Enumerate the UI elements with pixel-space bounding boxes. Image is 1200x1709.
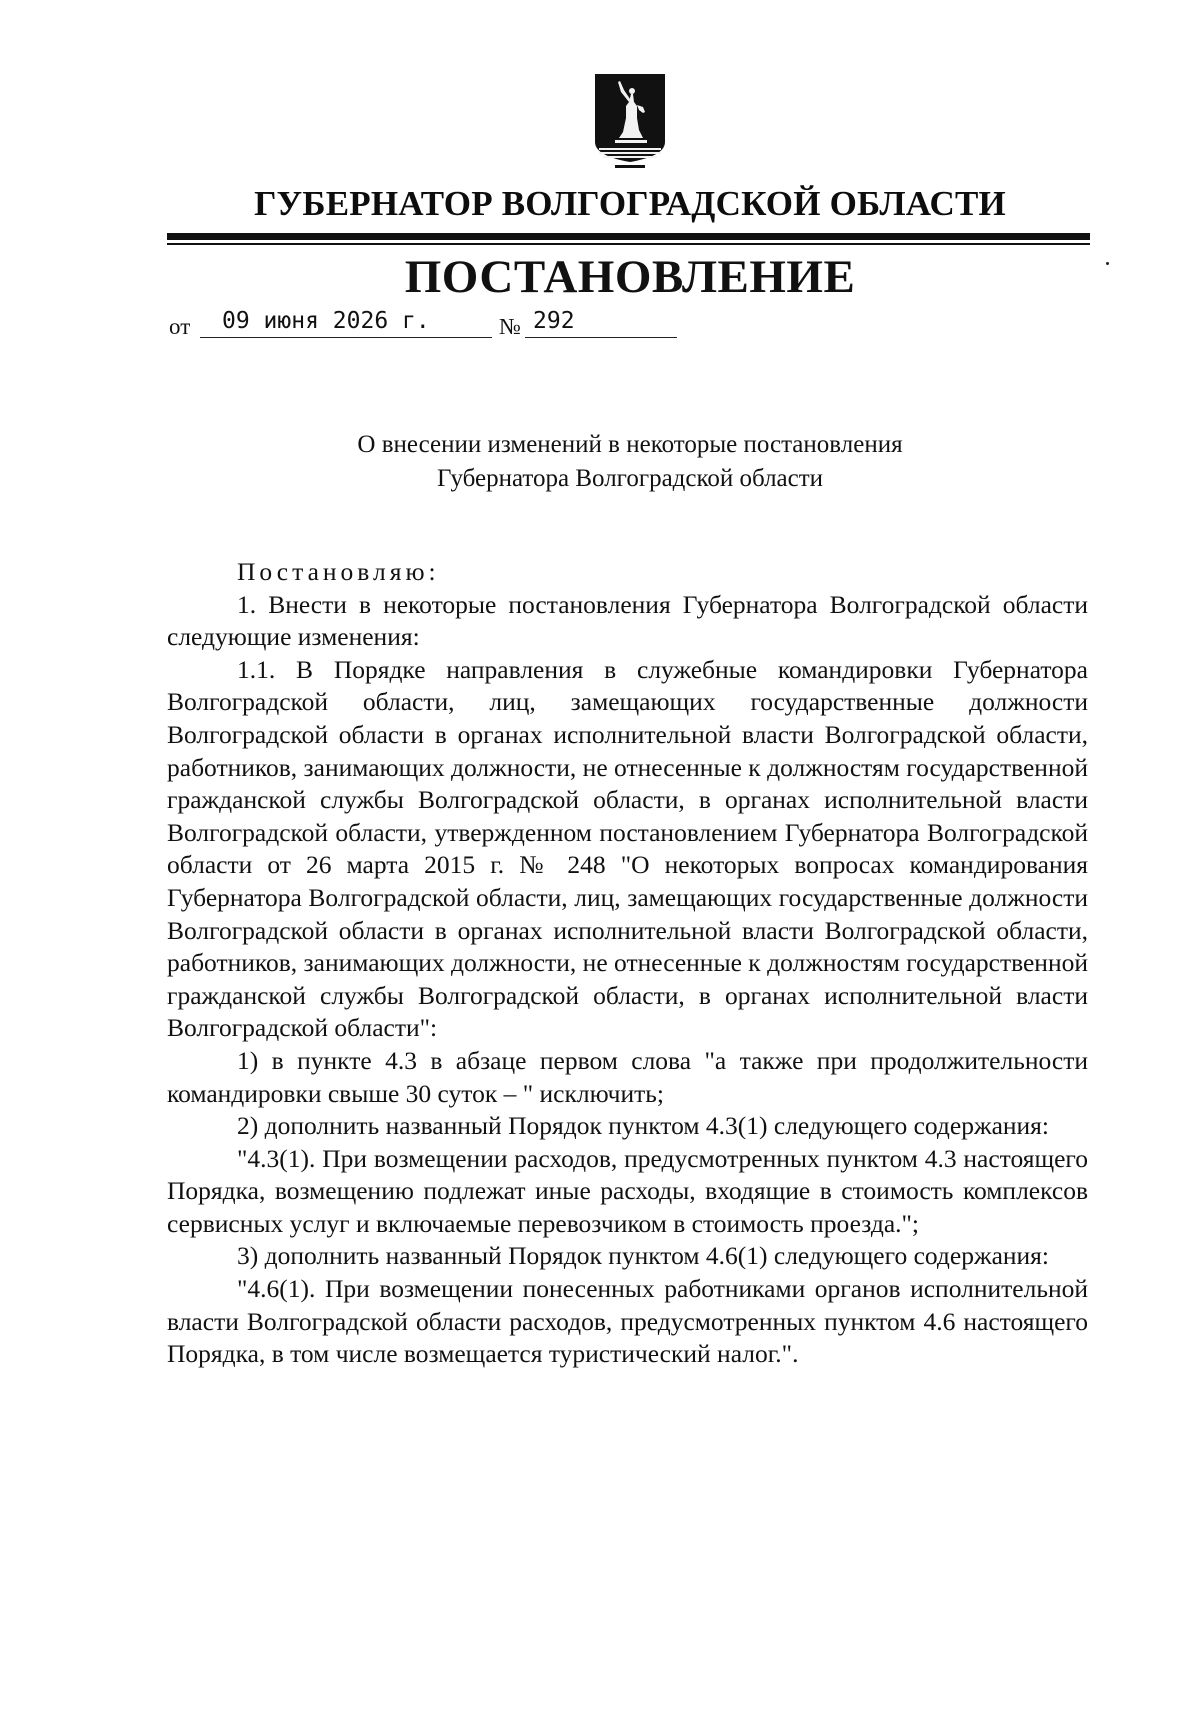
number-value: 292 [525, 308, 677, 338]
paragraph-1-1: 1.1. В Порядке направления в служебные командировки Губернатора Волгоградской области, лиц, замещающих государственные должности Волгоградской области в органах исполнительной власти Волгоградской области, работников, занимающих должности, не отнесенные к должностям государственной гражданской службы Волгоградской области, в органах исполнительной власти Волгоградской области, утвержденном постановлением Губернатора Волгоградской области от 26 марта 2015 г. № 248 "О некоторых вопросах командирования Губернатора Волгоградской области, лиц, замещающих государственные должности Волгоградской области в органах исполнительной власти Волгоградской области, работников, занимающих должности, не отнесенные к должностям государственной гражданской службы Волгоградской области, в органах исполнительной власти Волгоградской области": [167, 654, 1088, 1043]
list-item-2-text: "4.3(1). При возмещении расходов, предусмотренных пунктом 4.3 настоящего Порядка, возмещению подлежат иные расходы, входящие в стоимость комплексов сервисных услуг и включаемые перевозчиком в стоимость проезда."; [167, 1143, 1088, 1238]
date-prefix: от [169, 314, 191, 339]
list-item-3: 3) дополнить названный Порядок пунктом 4.6(1) следующего содержания: [237, 1241, 1049, 1271]
paragraph-1: 1. Внести в некоторые постановления Губернатора Волгоградской области следующие изменения: [167, 589, 1088, 652]
header-divider-thin [167, 243, 1090, 245]
document-subject [0, 428, 1200, 496]
resolve-clause: Постановляю: [237, 557, 440, 586]
document-body [167, 556, 1088, 1371]
list-item-2: 2) дополнить названный Порядок пунктом 4.3(1) следующего содержания: [237, 1111, 1049, 1141]
issuing-authority: ГУБЕРНАТОР ВОЛГОГРАДСКОЙ ОБЛАСТИ [254, 184, 1006, 223]
scan-speck [1106, 262, 1109, 265]
subject-line-1: О внесении изменений в некоторые постановления [357, 431, 903, 458]
list-item-3-text: "4.6(1). При возмещении понесенных работниками органов исполнительной власти Волгоградской области расходов, предусмотренных пунктом 4.6 настоящего Порядка, в том числе возмещается туристический налог.". [167, 1274, 1088, 1369]
document-type-title: ПОСТАНОВЛЕНИЕ [404, 251, 856, 303]
list-item-1: 1) в пункте 4.3 в абзаце первом слова "а также при продолжительности командировки свыше 30 суток – " исключить; [167, 1045, 1088, 1108]
coat-of-arms-icon [593, 72, 667, 172]
header-divider-thick [167, 233, 1090, 240]
subject-line-2: Губернатора Волгоградской области [436, 465, 824, 492]
number-prefix: № [499, 314, 521, 339]
date-value: 09 июня 2026 г. [200, 308, 492, 338]
